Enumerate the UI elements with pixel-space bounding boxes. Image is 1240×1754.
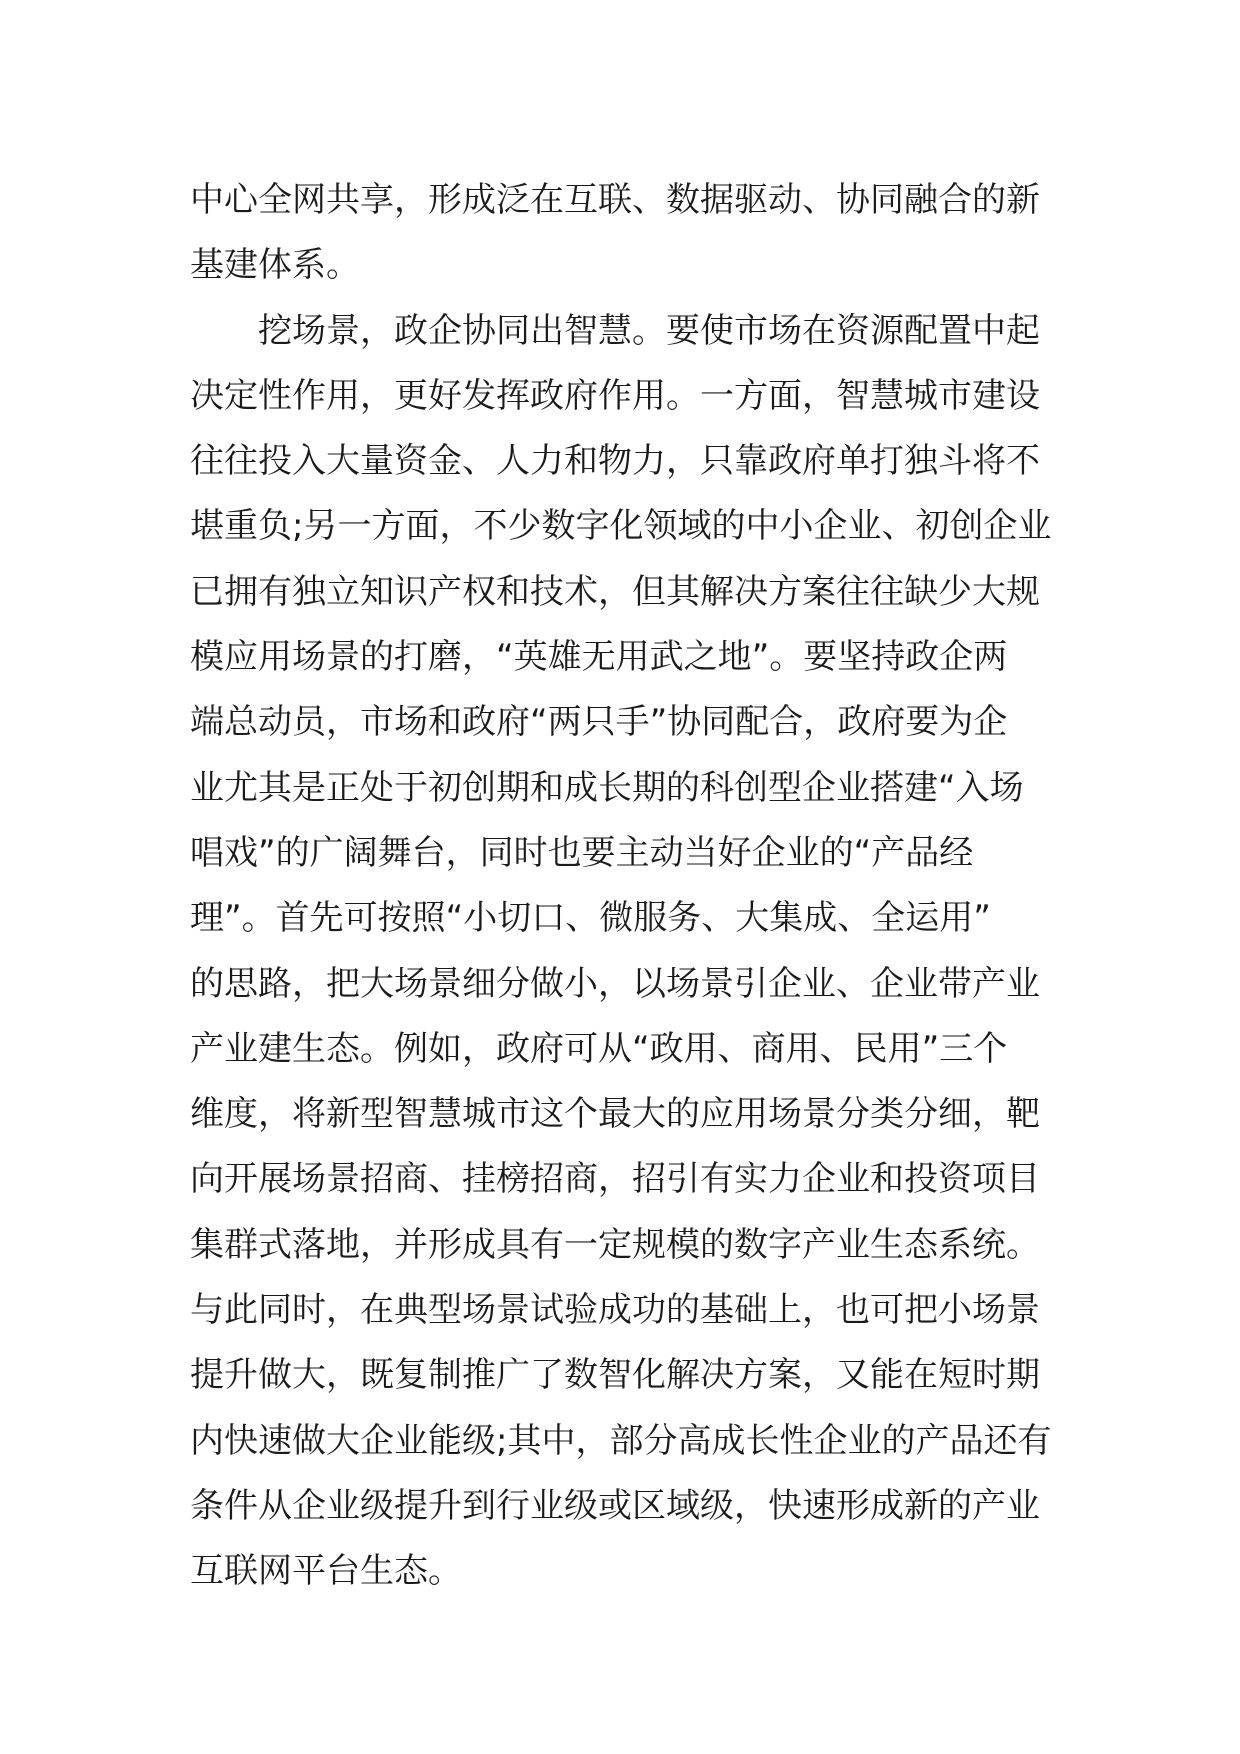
text-line: 维度，将新型智慧城市这个最大的应用场景分类分细，靶 [190,1094,1040,1135]
text-line: 产业建生态。例如，政府可从“政用、商用、民用”三个 [190,1028,1008,1069]
text-line: 向开展场景招商、挂榜招商，招引有实力企业和投资项目 [190,1159,1040,1200]
text-line: 内快速做大企业能级;其中，部分高成长性企业的产品还有 [190,1420,1052,1461]
text-line: 往往投入大量资金、人力和物力，只靠政府单打独斗将不 [190,441,1040,482]
text-line: 已拥有独立知识产权和技术，但其解决方案往往缺少大规 [190,571,1040,612]
text-line: 模应用场景的打磨，“英雄无用武之地”。要坚持政企两 [190,637,1008,678]
text-line: 堪重负;另一方面，不少数字化领域的中小企业、初创企业 [190,506,1052,547]
text-line: 决定性作用，更好发挥政府作用。一方面，智慧城市建设 [190,375,1040,416]
text-line: 的思路，把大场景细分做小，以场景引企业、企业带产业 [190,963,1040,1004]
text-line: 提升做大，既复制推广了数智化解决方案，又能在短时期 [190,1355,1040,1396]
text-line: 条件从企业级提升到行业级或区域级，快速形成新的产业 [190,1485,1040,1526]
body-text [190,168,1060,1605]
text-line: 端总动员，市场和政府“两只手”协同配合，政府要为企 [190,702,1008,743]
text-line: 业尤其是正处于初创期和成长期的科创型企业搭建“入场 [190,767,1024,808]
text-line: 理”。首先可按照“小切口、微服务、大集成、全运用” [190,898,991,939]
text-line: 中心全网共享，形成泛在互联、数据驱动、协同融合的新 [190,180,1040,220]
text-line: 集群式落地，并形成具有一定规模的数字产业生态系统。 [190,1224,1040,1265]
text-line: 唱戏”的广阔舞台，同时也要主动当好企业的“产品经 [190,832,974,873]
text-line: 与此同时，在典型场景试验成功的基础上，也可把小场景 [190,1290,1040,1331]
text-line: 基建体系。 [190,245,360,286]
text-line: 互联网平台生态。 [190,1551,462,1592]
paragraph-first-line: 挖场景，政企协同出智慧。要使市场在资源配置中起 [258,310,1040,351]
